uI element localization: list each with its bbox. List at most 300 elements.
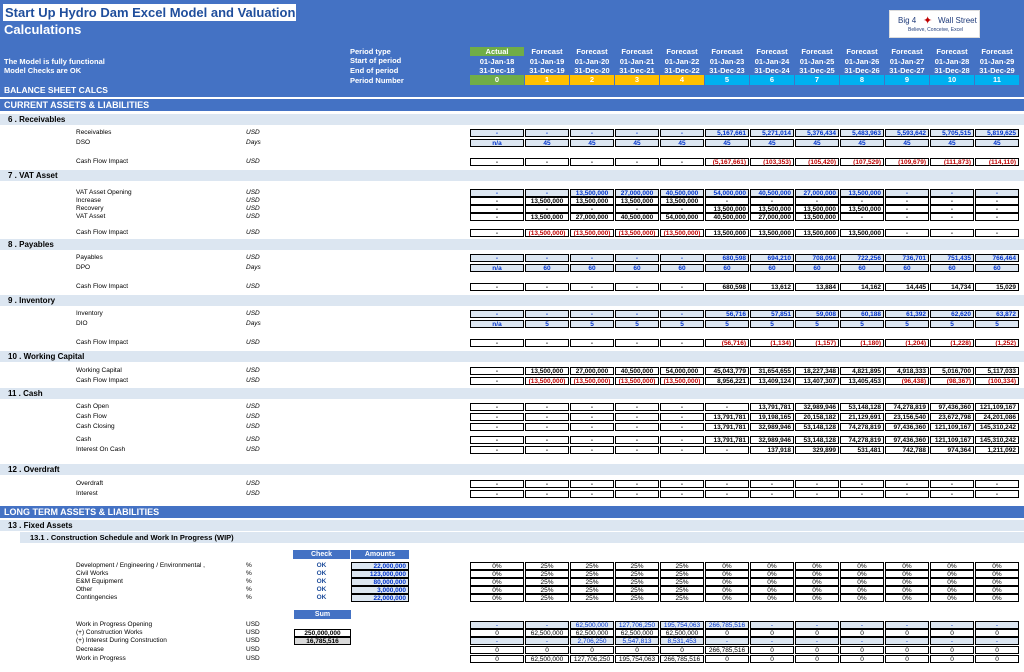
table-cell: 5 (615, 320, 659, 328)
percentage-cell: 25% (615, 594, 659, 602)
table-cell: - (570, 490, 614, 498)
period-type-6: Forecast (756, 47, 788, 56)
table-cell: - (470, 446, 524, 454)
table-cell: 53,148,128 (795, 423, 839, 431)
period-type-3: Forecast (621, 47, 653, 56)
period-number-9: 9 (885, 75, 929, 85)
table-cell: 18,227,348 (795, 367, 839, 375)
period-number-6: 6 (750, 75, 794, 85)
table-cell: n/a (470, 264, 524, 272)
table-cell: 45 (885, 139, 929, 147)
row-label: Increase (76, 197, 101, 204)
table-cell: (13,500,000) (570, 229, 614, 237)
table-cell: 54,000,000 (660, 367, 704, 375)
table-cell: 13,500,000 (795, 205, 839, 213)
table-cell: 60 (930, 264, 974, 272)
percentage-cell: 0% (975, 586, 1019, 594)
period-end-9: 31-Dec-27 (889, 66, 925, 75)
table-cell: 40,500,000 (615, 367, 659, 375)
row-unit: Days (246, 264, 261, 271)
percentage-cell: 0% (470, 586, 524, 594)
table-cell: 680,598 (705, 254, 749, 262)
wip-cell: 266,785,516 (705, 646, 749, 654)
wip-cell: 62,500,000 (525, 629, 569, 637)
table-cell: - (525, 446, 569, 454)
table-cell: (5,167,661) (705, 158, 749, 166)
construction-amount: 3,000,000 (351, 586, 409, 594)
period-number-1: 1 (525, 75, 569, 85)
period-start-5: 01-Jan-23 (709, 57, 745, 66)
table-cell: - (570, 310, 614, 318)
row-unit: USD (246, 377, 260, 384)
table-cell: 27,000,000 (750, 213, 794, 221)
table-cell: 708,094 (795, 254, 839, 262)
row-label: Interest On Cash (76, 446, 126, 453)
table-cell: (107,529) (840, 158, 884, 166)
table-cell: - (615, 413, 659, 421)
company-logo: Big 4 ✦ Wall Street Believe, Conceive, Excel (889, 10, 980, 38)
table-cell: 14,734 (930, 283, 974, 291)
table-cell: - (975, 213, 1019, 221)
table-cell: 45 (750, 139, 794, 147)
table-cell: 680,598 (705, 283, 749, 291)
table-cell: 63,872 (975, 310, 1019, 318)
table-cell: 59,008 (795, 310, 839, 318)
table-cell: (13,500,000) (525, 229, 569, 237)
table-cell: - (930, 480, 974, 488)
table-cell: 13,500,000 (795, 213, 839, 221)
table-cell: - (615, 403, 659, 411)
wip-cell: 0 (750, 646, 794, 654)
table-cell: (98,367) (930, 377, 974, 385)
table-cell: - (885, 490, 929, 498)
table-cell: - (470, 129, 524, 137)
table-cell: 5 (885, 320, 929, 328)
construction-amount: 22,000,000 (351, 562, 409, 570)
table-cell: 694,210 (750, 254, 794, 262)
percentage-cell: 0% (705, 562, 749, 570)
table-cell: 5,483,963 (840, 129, 884, 137)
period-end-10: 31-Dec-28 (934, 66, 970, 75)
wip-cell: - (975, 637, 1019, 645)
section-long-term-assets: LONG TERM ASSETS & LIABILITIES (0, 506, 1024, 518)
table-cell: - (525, 403, 569, 411)
table-cell: 60 (840, 264, 884, 272)
amounts-column-header: Amounts (351, 550, 409, 559)
percentage-cell: 0% (750, 594, 794, 602)
table-cell: 13,791,781 (705, 423, 749, 431)
table-cell: - (660, 254, 704, 262)
table-cell: 19,198,165 (750, 413, 794, 421)
table-cell: 53,148,128 (840, 403, 884, 411)
check-status: OK (316, 570, 327, 577)
table-cell: - (750, 480, 794, 488)
construction-amount: 22,000,000 (351, 594, 409, 602)
table-cell: (1,134) (750, 339, 794, 347)
check-status: OK (316, 586, 327, 593)
subsection-fixed-assets: 13 . Fixed Assets (0, 520, 1024, 531)
table-cell: - (660, 129, 704, 137)
table-cell: 13,500,000 (705, 205, 749, 213)
table-cell: 121,109,167 (975, 403, 1019, 411)
percentage-cell: 0% (975, 594, 1019, 602)
wip-cell: 62,500,000 (570, 629, 614, 637)
sheet-title: Calculations (4, 22, 82, 37)
table-cell: 21,129,691 (840, 413, 884, 421)
table-cell: - (885, 213, 929, 221)
table-cell: - (930, 490, 974, 498)
table-cell: (100,334) (975, 377, 1019, 385)
table-cell: 13,500,000 (525, 213, 569, 221)
period-number-0: 0 (470, 75, 524, 85)
row-unit: USD (246, 229, 260, 236)
wip-cell: 127,706,250 (615, 621, 659, 629)
percentage-cell: 25% (525, 578, 569, 586)
period-start-8: 01-Jan-26 (844, 57, 880, 66)
row-unit: USD (246, 129, 260, 136)
table-cell: n/a (470, 139, 524, 147)
table-cell: 60 (795, 264, 839, 272)
row-label: Cash (76, 436, 92, 443)
wip-cell: 0 (470, 655, 524, 663)
table-cell: - (975, 189, 1019, 197)
table-cell: - (470, 377, 524, 385)
table-cell: 145,310,242 (975, 423, 1019, 431)
wip-row-label: Decrease (76, 646, 104, 653)
percentage-cell: 0% (795, 562, 839, 570)
table-cell: - (930, 189, 974, 197)
table-cell: - (470, 283, 524, 291)
wip-cell: 0 (570, 646, 614, 654)
percentage-cell: 25% (570, 570, 614, 578)
construction-item-unit: % (246, 578, 252, 585)
row-label: VAT Asset (76, 213, 106, 220)
wip-cell: 0 (975, 629, 1019, 637)
table-cell: 5 (705, 320, 749, 328)
percentage-cell: 0% (470, 570, 524, 578)
period-end-8: 31-Dec-26 (844, 66, 880, 75)
table-cell: 5 (660, 320, 704, 328)
table-cell: - (660, 283, 704, 291)
period-type-4: Forecast (666, 47, 698, 56)
table-cell: 45 (840, 139, 884, 147)
table-cell: - (975, 205, 1019, 213)
percentage-cell: 25% (570, 594, 614, 602)
row-unit: USD (246, 413, 260, 420)
percentage-cell: 25% (525, 562, 569, 570)
table-cell: 45,043,779 (705, 367, 749, 375)
table-cell: 45 (570, 139, 614, 147)
table-cell: - (615, 423, 659, 431)
period-start-1: 01-Jan-19 (529, 57, 565, 66)
table-cell: - (885, 189, 929, 197)
wip-cell: 62,500,000 (570, 621, 614, 629)
percentage-cell: 25% (660, 578, 704, 586)
table-cell: 24,201,086 (975, 413, 1019, 421)
wip-cell: 0 (470, 629, 524, 637)
period-end-0: 31-Dec-18 (479, 66, 515, 75)
construction-amount: 123,000,000 (351, 570, 409, 578)
period-end-1: 31-Dec-19 (529, 66, 565, 75)
model-status-note: The Model is fully functional (4, 57, 105, 66)
wip-cell: - (750, 637, 794, 645)
subsection-receivables: 6 . Receivables (0, 114, 1024, 125)
subsection-working-capital: 10 . Working Capital (0, 351, 1024, 362)
table-cell: 5,167,661 (705, 129, 749, 137)
table-cell: 97,436,360 (930, 403, 974, 411)
subsection-overdraft: 12 . Overdraft (0, 464, 1024, 475)
table-cell: 329,899 (795, 446, 839, 454)
table-cell: - (885, 197, 929, 205)
wip-row-label: Work in Progress Opening (76, 621, 153, 628)
table-cell: 60 (705, 264, 749, 272)
table-cell: 40,500,000 (750, 189, 794, 197)
subsection-vat-asset: 7 . VAT Asset (0, 170, 1024, 181)
percentage-cell: 25% (570, 586, 614, 594)
table-cell: 54,000,000 (705, 189, 749, 197)
construction-item-label: Other (76, 586, 93, 593)
table-cell: (109,679) (885, 158, 929, 166)
row-label: Cash Flow (76, 413, 107, 420)
table-cell: 531,481 (840, 446, 884, 454)
percentage-cell: 0% (840, 562, 884, 570)
table-cell: (1,157) (795, 339, 839, 347)
table-cell: 32,989,946 (795, 403, 839, 411)
table-cell: - (840, 490, 884, 498)
percentage-cell: 0% (885, 594, 929, 602)
table-cell: - (570, 339, 614, 347)
period-number-4: 4 (660, 75, 704, 85)
table-cell: (13,500,000) (525, 377, 569, 385)
percentage-cell: 0% (930, 578, 974, 586)
period-start-3: 01-Jan-21 (619, 57, 655, 66)
table-cell: 5,593,642 (885, 129, 929, 137)
construction-item-label: Civil Works (76, 570, 109, 577)
wip-cell: 127,706,250 (570, 655, 614, 663)
section-current-assets: CURRENT ASSETS & LIABILITIES (0, 99, 1024, 111)
table-cell: 13,500,000 (525, 367, 569, 375)
table-cell: - (470, 310, 524, 318)
table-cell: 27,000,000 (795, 189, 839, 197)
table-cell: - (705, 490, 749, 498)
percentage-cell: 0% (795, 570, 839, 578)
percentage-cell: 25% (615, 586, 659, 594)
table-cell: 62,620 (930, 310, 974, 318)
percentage-cell: 0% (470, 578, 524, 586)
table-cell: 13,500,000 (840, 189, 884, 197)
period-number-5: 5 (705, 75, 749, 85)
row-unit: USD (246, 205, 260, 212)
table-cell: - (615, 446, 659, 454)
table-cell: 13,791,781 (705, 413, 749, 421)
percentage-cell: 0% (930, 586, 974, 594)
period-type-label: Period type (350, 47, 391, 56)
table-cell: - (525, 158, 569, 166)
wip-cell: 0 (660, 646, 704, 654)
percentage-cell: 25% (615, 562, 659, 570)
percentage-cell: 0% (705, 594, 749, 602)
table-cell: (13,500,000) (660, 377, 704, 385)
table-cell: - (705, 446, 749, 454)
period-number-3: 3 (615, 75, 659, 85)
table-cell: 5 (795, 320, 839, 328)
table-cell: 13,500,000 (750, 205, 794, 213)
table-cell: 121,109,167 (930, 436, 974, 444)
period-type-8: Forecast (846, 47, 878, 56)
table-cell: 742,788 (885, 446, 929, 454)
end-period-label: End of period (350, 66, 399, 75)
wip-cell: 0 (795, 646, 839, 654)
wip-row-label: Work in Progress (76, 655, 126, 662)
row-unit: USD (246, 310, 260, 317)
table-cell: - (615, 158, 659, 166)
table-cell: 61,392 (885, 310, 929, 318)
table-cell: 137,918 (750, 446, 794, 454)
wip-cell: - (750, 621, 794, 629)
period-type-0: Actual (470, 47, 524, 56)
table-cell: - (525, 189, 569, 197)
period-start-2: 01-Jan-20 (574, 57, 610, 66)
check-column-header: Check (293, 550, 350, 559)
bird-logo-icon: ✦ (923, 15, 933, 27)
table-cell: - (570, 403, 614, 411)
table-cell: 97,436,360 (885, 423, 929, 431)
table-cell: - (570, 446, 614, 454)
percentage-cell: 0% (705, 578, 749, 586)
construction-item-label: Contingencies (76, 594, 118, 601)
table-cell: 13,500,000 (570, 197, 614, 205)
table-cell: - (840, 480, 884, 488)
table-cell: - (660, 480, 704, 488)
row-unit: Days (246, 139, 261, 146)
period-number-8: 8 (840, 75, 884, 85)
table-cell: (1,180) (840, 339, 884, 347)
table-cell: 13,500,000 (840, 229, 884, 237)
row-label: Recovery (76, 205, 104, 212)
table-cell: 13,500,000 (660, 197, 704, 205)
table-cell: 13,791,781 (705, 436, 749, 444)
table-cell: - (470, 229, 524, 237)
table-cell: - (930, 229, 974, 237)
percentage-cell: 0% (885, 562, 929, 570)
percentage-cell: 25% (570, 578, 614, 586)
table-cell: - (750, 197, 794, 205)
table-cell: 45 (705, 139, 749, 147)
period-end-7: 31-Dec-25 (799, 66, 835, 75)
wip-cell: 0 (885, 655, 929, 663)
row-unit: USD (246, 367, 260, 374)
table-cell: - (840, 197, 884, 205)
table-cell: - (470, 403, 524, 411)
row-label: Working Capital (76, 367, 122, 374)
table-cell: 751,435 (930, 254, 974, 262)
table-cell: 5,819,625 (975, 129, 1019, 137)
table-cell: 4,821,895 (840, 367, 884, 375)
table-cell: 40,500,000 (660, 189, 704, 197)
period-start-6: 01-Jan-24 (754, 57, 790, 66)
table-cell: 74,278,819 (885, 403, 929, 411)
construction-amount: 80,000,000 (351, 578, 409, 586)
table-cell: 97,436,360 (885, 436, 929, 444)
table-cell: - (660, 490, 704, 498)
row-label: Interest (76, 490, 98, 497)
table-cell: 60 (885, 264, 929, 272)
table-cell: - (615, 129, 659, 137)
wip-cell: 2,706,250 (570, 637, 614, 645)
construction-item-unit: % (246, 570, 252, 577)
table-cell: 57,851 (750, 310, 794, 318)
row-unit: USD (246, 283, 260, 290)
row-unit: USD (246, 339, 260, 346)
percentage-cell: 25% (660, 594, 704, 602)
percentage-cell: 0% (750, 586, 794, 594)
row-unit: USD (246, 189, 260, 196)
period-start-10: 01-Jan-28 (934, 57, 970, 66)
table-cell: - (615, 339, 659, 347)
table-cell: 1,211,092 (975, 446, 1019, 454)
percentage-cell: 0% (750, 578, 794, 586)
table-cell: 45 (660, 139, 704, 147)
table-cell: 13,500,000 (705, 229, 749, 237)
table-cell: - (470, 339, 524, 347)
wip-cell: 0 (705, 629, 749, 637)
balance-sheet-calcs-label: BALANCE SHEET CALCS (4, 85, 108, 95)
row-unit: USD (246, 213, 260, 220)
row-unit: USD (246, 423, 260, 430)
table-cell: - (660, 446, 704, 454)
table-cell: - (615, 490, 659, 498)
period-start-7: 01-Jan-25 (799, 57, 835, 66)
table-cell: 5 (840, 320, 884, 328)
period-number-7: 7 (795, 75, 839, 85)
wip-row-unit: USD (246, 629, 260, 636)
table-cell: 45 (975, 139, 1019, 147)
table-cell: (13,500,000) (660, 229, 704, 237)
table-cell: 974,364 (930, 446, 974, 454)
wip-row-label: (+) Interest During Construction (76, 637, 167, 644)
percentage-cell: 25% (615, 570, 659, 578)
wip-cell: - (975, 621, 1019, 629)
percentage-cell: 25% (660, 570, 704, 578)
wip-cell: 0 (885, 646, 929, 654)
table-cell: 14,162 (840, 283, 884, 291)
table-cell: 4,918,333 (885, 367, 929, 375)
wip-cell: - (885, 637, 929, 645)
table-cell: - (525, 339, 569, 347)
table-cell: - (930, 197, 974, 205)
table-cell: - (525, 436, 569, 444)
period-end-6: 31-Dec-24 (754, 66, 790, 75)
table-cell: 13,500,000 (795, 229, 839, 237)
period-start-4: 01-Jan-22 (664, 57, 700, 66)
table-cell: 74,278,819 (840, 436, 884, 444)
table-cell: - (975, 480, 1019, 488)
wip-row-unit: USD (246, 637, 260, 644)
percentage-cell: 0% (975, 562, 1019, 570)
percentage-cell: 0% (795, 594, 839, 602)
table-cell: - (470, 213, 524, 221)
table-cell: - (470, 158, 524, 166)
wip-cell: - (705, 637, 749, 645)
construction-item-label: Development / Engineering / Environmental , (76, 562, 205, 569)
table-cell: - (470, 197, 524, 205)
table-cell: 45 (525, 139, 569, 147)
table-cell: 145,310,242 (975, 436, 1019, 444)
wip-cell: 62,500,000 (615, 629, 659, 637)
check-status: OK (316, 578, 327, 585)
table-cell: 60 (615, 264, 659, 272)
table-cell: (56,716) (705, 339, 749, 347)
